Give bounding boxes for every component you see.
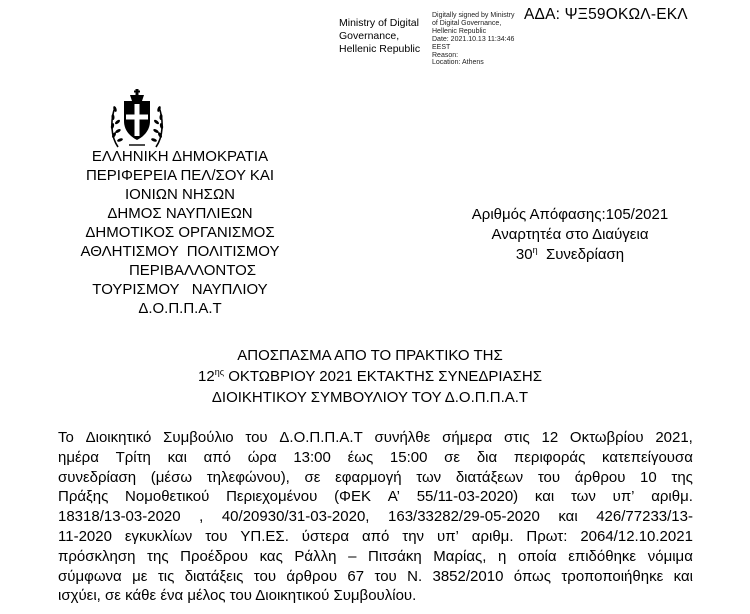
body-word: 2021, [655, 429, 693, 446]
body-word: νόμιμα [647, 547, 693, 565]
body-word: τις [157, 567, 175, 585]
body-word: Α’ [387, 488, 400, 506]
body-word: 426/77233/13- [596, 508, 693, 526]
heading-day-suffix: ης [214, 367, 225, 377]
body-word: υπ’ [612, 488, 635, 506]
body-word: διατάξεις [184, 567, 244, 585]
extract-heading [90, 345, 650, 408]
signature-meta-line: of Digital Governance, [432, 19, 502, 27]
body-word: σήμερα [442, 429, 493, 446]
body-word: 67 [347, 567, 365, 585]
body-word: διατάξεων [455, 468, 524, 486]
body-word: ύστερα [301, 527, 350, 545]
body-line [58, 468, 693, 488]
issuer-line: Δ.Ο.Π.Π.Α.Τ [138, 300, 222, 317]
body-word: δια [476, 448, 498, 466]
body-word: αριθμ. [471, 527, 514, 545]
body-word: Δ.Ο.Π.Π.Α.Τ [279, 429, 363, 446]
body-word: και [673, 567, 693, 585]
body-word: της [671, 468, 693, 486]
body-word: Το [58, 429, 74, 446]
body-word: Συμβούλιο [163, 429, 234, 446]
decision-info [410, 205, 730, 265]
body-word: σε [304, 468, 321, 486]
body-word: έως [347, 448, 374, 466]
body-word: του [245, 429, 268, 446]
body-line [58, 527, 693, 547]
body-word: Πιτσάκη [368, 547, 422, 565]
body-line [58, 487, 693, 507]
heading-line [90, 366, 650, 387]
body-word: εφαρμογή [335, 468, 402, 486]
signer-line: Ministry of Digital [339, 17, 419, 29]
issuer-block [20, 147, 340, 318]
body-word: 40/20930/31-03-2020, [221, 508, 370, 526]
body-word: όπως [513, 567, 551, 585]
greek-coat-of-arms-icon [108, 87, 166, 149]
body-line [58, 567, 693, 587]
body-word: άρθρου [574, 468, 626, 486]
body-word: 3852/2010 [432, 567, 504, 585]
issuer-line: ΕΛΛΗΝΙΚΗ ΔΗΜΟΚΡΑΤΙΑ [91, 148, 269, 165]
body-word: Πρωτ: [526, 527, 568, 545]
issuer-line: ΔΗΜΟΤΙΚΟΣ ΟΡΓΑΝΙΣΜΟΣ [85, 224, 275, 241]
body-word: ημέρα [58, 448, 99, 466]
heading-date-rest: ΟΚΤΩΒΡΙΟΥ 2021 ΕΚΤΑΚΤΗΣ ΣΥΝΕΔΡΙΑΣΗΣ [224, 368, 542, 385]
body-word: από [203, 448, 231, 466]
body-word: του [253, 567, 277, 585]
diavgeia-note: Αναρτητέα στο Διαύγεια [491, 226, 649, 243]
body-word: 10 [640, 468, 657, 486]
body-word: τροποποιήθηκε [561, 567, 664, 585]
body-word: του [205, 527, 228, 545]
body-word: Νομοθετικού [125, 488, 210, 506]
body-word: επιδόθηκε [568, 547, 637, 565]
body-word: Μαρίας, [433, 547, 487, 565]
body-word: 163/33282/29-05-2020 [388, 508, 540, 526]
body-word: 2064/12.10.2021 [580, 527, 693, 545]
signature-meta-line: Reason: [432, 51, 459, 59]
body-line [58, 448, 693, 468]
body-word: οποία [517, 547, 557, 565]
session-word: Συνεδρίαση [537, 246, 625, 263]
body-word: της [147, 547, 169, 565]
session-ordinal-suffix: η [532, 245, 538, 255]
body-line [58, 547, 693, 567]
body-word: Διοικητικό [85, 429, 152, 446]
body-word: τηλεφώνου), [206, 468, 290, 486]
body-word: Περιεχομένου [226, 488, 318, 506]
body-word: Ράλλη [294, 547, 337, 565]
body-line [58, 586, 693, 606]
body-line [58, 428, 693, 448]
signer-line: Hellenic Republic [339, 43, 421, 55]
body-word: κας [259, 547, 283, 565]
body-word: – [348, 547, 357, 565]
body-word: και [167, 448, 187, 466]
body-word: και [534, 488, 555, 506]
body-word: (ΦΕΚ [334, 488, 372, 506]
issuer-line: ΤΟΥΡΙΣΜΟΥ ΝΑΥΠΛΙΟΥ [92, 281, 268, 298]
issuer-line: ΔΗΜΟΣ ΝΑΥΠΛΙΕΩΝ [107, 205, 253, 222]
issuer-line: ΠΕΡΙΦΕΡΕΙΑ ΠΕΛ/ΣΟΥ ΚΑΙ [85, 167, 275, 184]
body-word: περιφοράς [513, 448, 586, 466]
body-word: Τρίτη [115, 448, 151, 466]
body-word: 18318/13-03-2020 [58, 508, 181, 526]
body-word: άρθρου [286, 567, 338, 585]
body-word: Ν. [407, 567, 423, 585]
heading-line: ΑΠΟΣΠΑΣΜΑ ΑΠΟ ΤΟ ΠΡΑΚΤΙΚΟ ΤΗΣ [237, 347, 503, 364]
decision-number: Αριθμός Απόφασης:105/2021 [471, 206, 669, 223]
body-paragraph [58, 428, 693, 606]
body-word: Προέδρου [180, 547, 248, 565]
body-word: 55/11-03-2020) [416, 488, 519, 506]
ada-code: ΑΔΑ: ΨΞ59ΟΚΩΛ-ΕΚΛ [524, 6, 688, 23]
body-word: κατεπείγουσα [602, 448, 693, 466]
signature-meta-line: Hellenic Republic [432, 27, 487, 35]
signature-meta-line: Date: 2021.10.13 11:34:46 [432, 35, 515, 43]
body-word: 12 [541, 429, 559, 446]
body-word: εγκυκλίων [124, 527, 193, 545]
body-word: με [132, 567, 148, 585]
body-word: σύμφωνα [58, 567, 122, 585]
body-word: του [537, 468, 561, 486]
issuer-line: ΙΟΝΙΩΝ ΝΗΣΩΝ [124, 186, 236, 203]
body-word: 11-2020 [58, 527, 112, 545]
body-word: και [558, 508, 578, 526]
signature-meta-line: EEST [432, 43, 451, 51]
signature-meta-line: Location: Athens [432, 59, 484, 67]
digital-signer [339, 17, 420, 56]
body-word: ισχύει, σε κάθε ένα μέλος του Διοικητικού Συμβουλίου. [58, 587, 417, 605]
body-word: αριθμ. [651, 488, 693, 506]
signature-meta-line: Digitally signed by Ministry [432, 12, 515, 19]
body-word: των [570, 488, 596, 506]
body-word: πρόσκληση [58, 547, 136, 565]
body-word: , [199, 508, 204, 526]
session-ordinal: 30 [515, 246, 533, 263]
body-word: η [498, 547, 507, 565]
issuer-line: ΠΕΡΙΒΑΛΛΟΝΤΟΣ [103, 262, 257, 279]
body-line [58, 507, 693, 527]
body-word: σε [444, 448, 461, 466]
body-word: Πράξης [58, 488, 109, 506]
body-word: την [402, 527, 425, 545]
body-word: ώρα [247, 448, 277, 466]
issuer-line: ΑΘΛΗΤΙΣΜΟΥ ΠΟΛΙΤΙΣΜΟΥ [80, 243, 280, 260]
signer-line: Governance, [339, 30, 400, 42]
session-number [410, 245, 730, 265]
body-word: στις [503, 429, 530, 446]
body-word: των [416, 468, 442, 486]
body-word: 13:00 [293, 448, 331, 466]
body-word: συνεδρίαση [58, 468, 137, 486]
body-word: από [361, 527, 390, 545]
body-word: (μέσω [150, 468, 193, 486]
heading-day: 12 [198, 368, 215, 385]
digital-signature-details [432, 12, 514, 67]
heading-line: ΔΙΟΙΚΗΤΙΚΟΥ ΣΥΜΒΟΥΛΙΟΥ ΤΟΥ Δ.Ο.Π.Π.Α.Τ [211, 389, 529, 406]
body-word: υπ’ [436, 527, 459, 545]
body-word: συνήλθε [374, 429, 431, 446]
body-word: ΥΠ.ΕΣ. [240, 527, 289, 545]
body-word: 15:00 [389, 448, 428, 466]
body-word: Οκτωβρίου [569, 429, 644, 446]
body-word: του [374, 567, 397, 585]
